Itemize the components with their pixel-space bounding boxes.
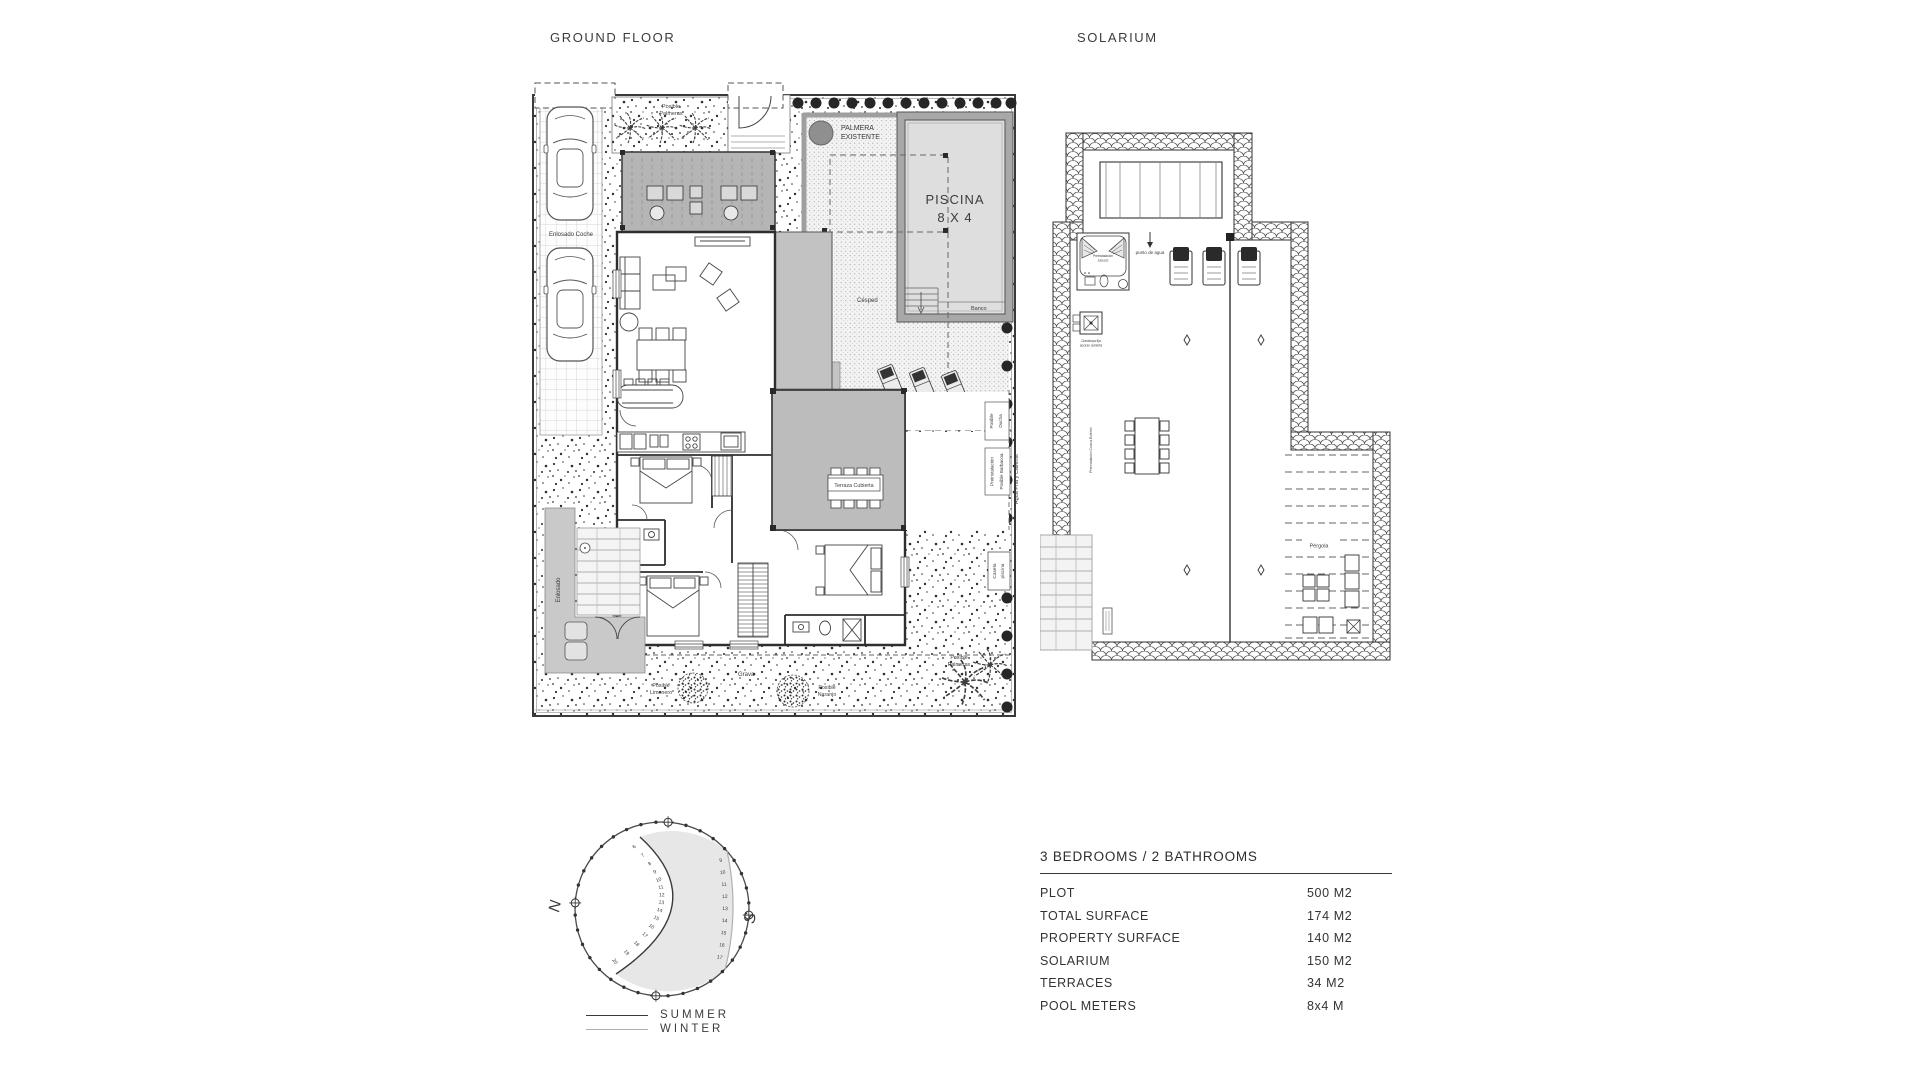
posible-naranjo-2: Naranjo [817, 692, 837, 698]
sun-tick [747, 901, 750, 904]
grava-label: Grava [738, 672, 755, 678]
sun-hour-label: 10 [719, 869, 726, 877]
sun-hour-label: 11 [657, 884, 665, 892]
claraboya-label-1: Claraboya fija [1081, 339, 1101, 343]
claraboya-label-2: acceso cubierta [1079, 343, 1103, 348]
sun-hour-label: 15 [652, 914, 661, 923]
roof-slats [1100, 162, 1222, 218]
sun-hour-label: 19 [622, 948, 631, 957]
row-value: 150 M2 [1307, 953, 1353, 968]
sun-legend [586, 1008, 729, 1036]
sun-hour-label: 14 [655, 906, 664, 915]
winter-legend-label: WINTER [660, 1023, 724, 1035]
sun-tick [684, 824, 687, 827]
palmera-existente-2: EXISTENTE [841, 134, 880, 141]
legend-summer-row [586, 1008, 729, 1022]
compass-point-marker [569, 897, 581, 909]
caseta-piscina-2: piscina [1001, 563, 1006, 579]
posible-palmeras-top-1: Posible [661, 104, 681, 110]
posible-palmeras-bottom-2: Palmeras [947, 662, 971, 668]
sun-shaded-region [616, 831, 733, 991]
enlosado-left-label: Enlosado [556, 577, 562, 603]
sun-hour-label: 9 [652, 869, 658, 876]
car-bottom [544, 248, 596, 361]
sun-hour-label: 20 [610, 957, 619, 966]
sun-hour-label: 16 [647, 922, 656, 931]
posible-ducha-2: Ducha [998, 414, 1003, 428]
row-value: 8x4 M [1307, 998, 1345, 1013]
sun-hour-label: 16 [718, 942, 726, 949]
banco-label: Banco [971, 306, 987, 312]
sun-hour-label: 12 [721, 893, 728, 901]
pergola-terrace [620, 150, 775, 232]
sun-tick [577, 883, 580, 886]
table-row-solarium [1040, 950, 1392, 973]
solarium-plan [1040, 120, 1400, 680]
sun-tick [636, 991, 639, 994]
bedroom-3 [816, 545, 882, 595]
bedroom-2 [638, 576, 708, 636]
cesped-label: Césped [857, 298, 878, 304]
sun-tick [698, 829, 701, 832]
sun-tick [576, 928, 579, 931]
covered-terrace [770, 388, 907, 531]
sun-hour-label: 13 [658, 899, 665, 907]
table-row-pool-meters [1040, 995, 1392, 1018]
row-label: TERRACES [1040, 976, 1113, 991]
caseta-piscina-1: Caseta [993, 563, 998, 579]
piscina-size-label: 8 X 4 [937, 210, 973, 225]
sun-hour-label: 15 [720, 930, 727, 937]
sun-tick [590, 856, 593, 859]
sun-tick [582, 869, 585, 872]
wardrobe-1 [712, 456, 732, 496]
preinstalacion-label: Preinstalación [989, 457, 995, 486]
row-label: PLOT [1040, 886, 1076, 901]
sun-tick [654, 821, 657, 824]
jacuzzi [1077, 233, 1129, 290]
sun-tick [612, 835, 615, 838]
piscina-label: PISCINA [925, 192, 985, 207]
posible-barbacoa-label: Posible Barbacoa [999, 453, 1004, 490]
row-value: 34 M2 [1307, 976, 1345, 991]
spec-table [1040, 849, 1392, 1017]
sun-tick [609, 978, 612, 981]
agua-label: Agua Fría y Caliente [1014, 453, 1020, 505]
row-value: 500 M2 [1307, 886, 1353, 901]
jacuzzi-label-1: Preinstalación [1092, 254, 1114, 258]
legend-winter-row [586, 1022, 729, 1036]
ground-floor-plan [525, 70, 1025, 730]
posible-limonero-2: Limonero [649, 690, 673, 696]
sun-tick [740, 872, 743, 875]
sun-hour-label: 18 [632, 939, 641, 949]
north-label: N [546, 899, 565, 914]
pool [897, 112, 1013, 322]
sun-hour-label: 17 [716, 954, 723, 962]
sun-tick [639, 823, 642, 826]
enlosado-coche-label: Enlosado Coche [548, 232, 594, 238]
terraza-cubierta-label: Terraza Cubierta [834, 483, 874, 489]
jacuzzi-label-2: Jacuzzi [1097, 258, 1109, 263]
sun-tick [581, 943, 584, 946]
sun-tick [574, 913, 577, 916]
car-top [544, 107, 596, 220]
sun-tick [625, 828, 628, 831]
south-label: S [741, 911, 760, 925]
compass-point-marker [650, 990, 662, 1002]
compass-point-marker [662, 816, 674, 828]
sun-hour-label: 12 [659, 892, 665, 899]
entrance-porch [545, 508, 645, 673]
winter-line-swatch [586, 1029, 648, 1030]
sun-tick [588, 956, 591, 959]
sun-hour-label: 6 [631, 843, 638, 851]
pergola-label: Pérgola [1309, 543, 1329, 550]
bedroom-1 [631, 457, 701, 503]
sun-tick [731, 958, 734, 961]
sun-tick [721, 970, 724, 973]
solarium-floor [1070, 238, 1292, 644]
sun-tick [622, 985, 625, 988]
sun-tick [666, 994, 669, 997]
sun-hour-label: 11 [721, 881, 727, 889]
summer-line-swatch [586, 1015, 648, 1016]
posible-limonero-1: Posible [652, 683, 670, 689]
sun-hour-label: 8 [647, 860, 653, 868]
row-label: POOL METERS [1040, 998, 1137, 1013]
sun-tick [745, 886, 748, 889]
posible-palmeras-top-2: Palmeras [659, 111, 683, 117]
sun-hour-label: 17 [640, 931, 649, 940]
row-value: 174 M2 [1307, 908, 1353, 923]
cocina-exterior-label: Preinstalación Cocina Exterior [1089, 427, 1093, 473]
sun-hour-label: 9 [718, 857, 723, 865]
sun-tick [696, 987, 699, 990]
sun-tick [709, 979, 712, 982]
palm-strip [612, 97, 728, 153]
sun-tick [711, 837, 714, 840]
summer-legend-label: SUMMER [660, 1009, 730, 1021]
sun-hour-label: 13 [722, 906, 728, 913]
sun-hour-label: 7 [640, 852, 647, 859]
palmera-existente-1: PALMERA [841, 125, 874, 132]
entrance-gate [728, 83, 790, 153]
row-label: TOTAL SURFACE [1040, 908, 1149, 923]
ground-floor-title: GROUND FLOOR [550, 30, 676, 45]
row-label: SOLARIUM [1040, 953, 1111, 968]
solarium-title: SOLARIUM [1077, 30, 1158, 45]
punto-de-agua-label: punto de agua [1135, 250, 1165, 255]
sun-tick [600, 845, 603, 848]
sun-tick [723, 847, 726, 850]
posible-palmeras-bottom-1: Posible [950, 655, 968, 661]
sun-tick [681, 992, 684, 995]
kitchen [617, 432, 745, 452]
table-row-plot [1040, 882, 1392, 905]
sun-tick [598, 968, 601, 971]
solarium-loungers [1170, 247, 1260, 285]
posible-ducha-1: Posible [989, 413, 994, 429]
spec-table-title: 3 BEDROOMS / 2 BATHROOMS [1040, 849, 1258, 864]
sun-hour-label: 14 [721, 918, 728, 925]
table-row-terraces [1040, 972, 1392, 995]
table-row-total-surface [1040, 905, 1392, 928]
spec-table-rule [1040, 873, 1392, 874]
sun-tick [744, 931, 747, 934]
sun-hour-label: 10 [655, 876, 663, 884]
row-label: PROPERTY SURFACE [1040, 931, 1181, 946]
table-row-property-surface [1040, 927, 1392, 950]
row-value: 140 M2 [1307, 931, 1353, 946]
sun-tick [732, 859, 735, 862]
sun-tick [738, 945, 741, 948]
posible-naranjo-1: Posible [818, 685, 836, 691]
